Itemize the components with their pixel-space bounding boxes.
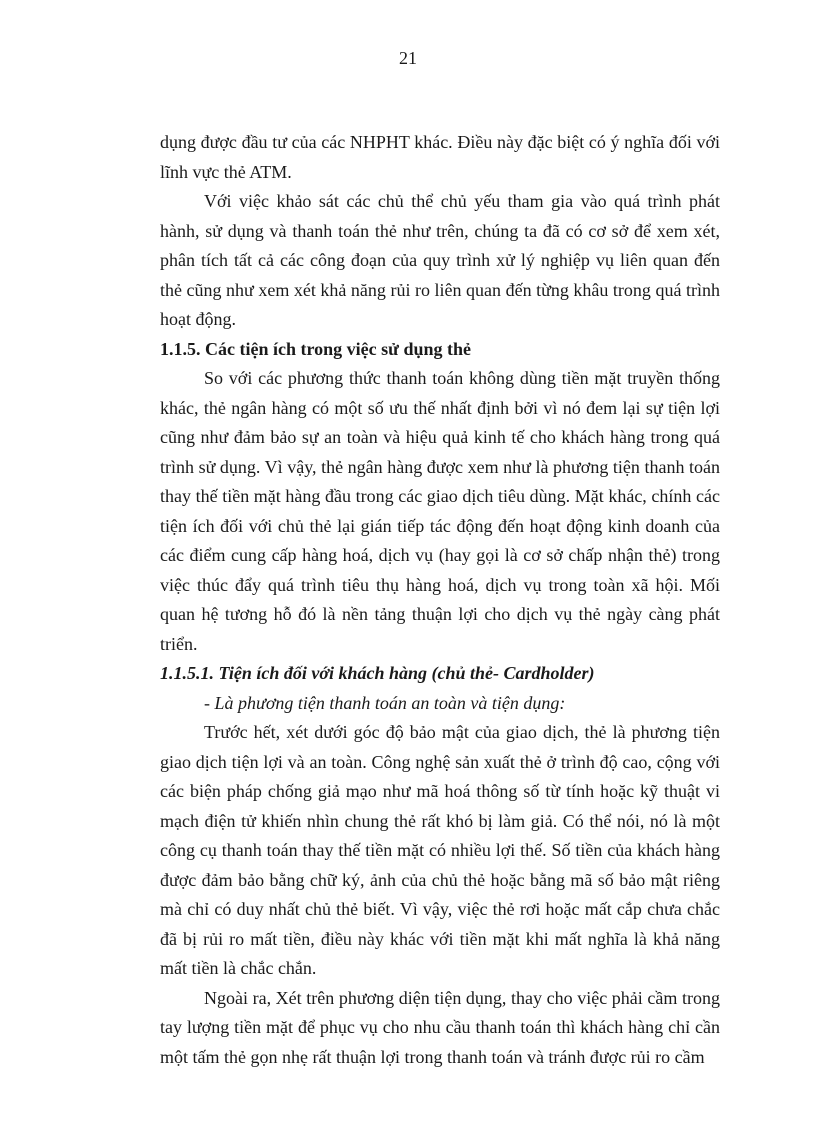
page-number: 21 bbox=[399, 48, 417, 68]
paragraph-survey: Với việc khảo sát các chủ thể chủ yếu tham gia vào quá trình phát hành, sử dụng và thanh toán thẻ như trên, chúng ta đã có cơ sở để xem xét, phân tích tất cả các công đoạn của quy trình xử lý nghiệp vụ liên quan đến thẻ cũng như xem xét khả năng rủi ro liên quan đến từng khâu trong quá trình hoạt động. bbox=[160, 191, 720, 329]
paragraph-card-advantages: So với các phương thức thanh toán không dùng tiền mặt truyền thống khác, thẻ ngân hàng có một số ưu thế nhất định bởi vì nó đem lại sự tiện lợi cũng như đảm bảo sự an toàn và hiệu quả kinh tế cho khách hàng trong quá trình sử dụng. Vì vậy, thẻ ngân hàng được xem như là phương tiện thanh toán thay thế tiền mặt hàng đầu trong các giao dịch tiêu dùng. Mặt khác, chính các tiện ích đối với chủ thẻ lại gián tiếp tác động đến hoạt động kinh doanh của các điểm cung cấp hàng hoá, dịch vụ (hay gọi là cơ sở chấp nhận thẻ) trong việc thúc đẩy quá trình tiêu thụ hàng hoá, dịch vụ trong toàn xã hội. Mối quan hệ tương hỗ đó là nền tảng thuận lợi cho dịch vụ thẻ ngày càng phát triển. bbox=[160, 368, 720, 654]
page-body bbox=[160, 128, 720, 1072]
section-heading-1-1-5-1: 1.1.5.1. Tiện ích đối với khách hàng (chủ thẻ- Cardholder) bbox=[160, 663, 595, 683]
paragraph-continuation: dụng được đầu tư của các NHPHT khác. Điều này đặc biệt có ý nghĩa đối với lĩnh vực thẻ ATM. bbox=[160, 132, 720, 182]
bullet-safe-convenient: - Là phương tiện thanh toán an toàn và tiện dụng: bbox=[204, 692, 566, 713]
paragraph-convenience: Ngoài ra, Xét trên phương diện tiện dụng, thay cho việc phải cầm trong tay lượng tiền mặt để phục vụ cho nhu cầu thanh toán thì khách hàng chỉ cần một tấm thẻ gọn nhẹ rất thuận lợi trong thanh toán và tránh được rủi ro cầm bbox=[160, 987, 720, 1067]
paragraph-security: Trước hết, xét dưới góc độ bảo mật của giao dịch, thẻ là phương tiện giao dịch tiện lợi và an toàn. Công nghệ sản xuất thẻ ở trình độ cao, cộng với các biện pháp chống giả mạo như mã hoá thông số từ tính hoặc kỹ thuật vi mạch điện tử khiến nhìn chung thẻ rất khó bị làm giả. Có thể nói, nó là một công cụ thanh toán thay thế tiền mặt có nhiều lợi thế. Số tiền của khách hàng được đảm bảo bằng chữ ký, ảnh của chủ thẻ hoặc bằng mã số bảo mật riêng mà chỉ có duy nhất chủ thẻ biết. Vì vậy, việc thẻ rơi hoặc mất cắp chưa chắc đã bị rủi ro mất tiền, điều này khác với tiền mặt khi mất nghĩa là khả năng mất tiền là chắc chắn. bbox=[160, 722, 720, 978]
section-heading-1-1-5: 1.1.5. Các tiện ích trong việc sử dụng thẻ bbox=[160, 338, 471, 359]
